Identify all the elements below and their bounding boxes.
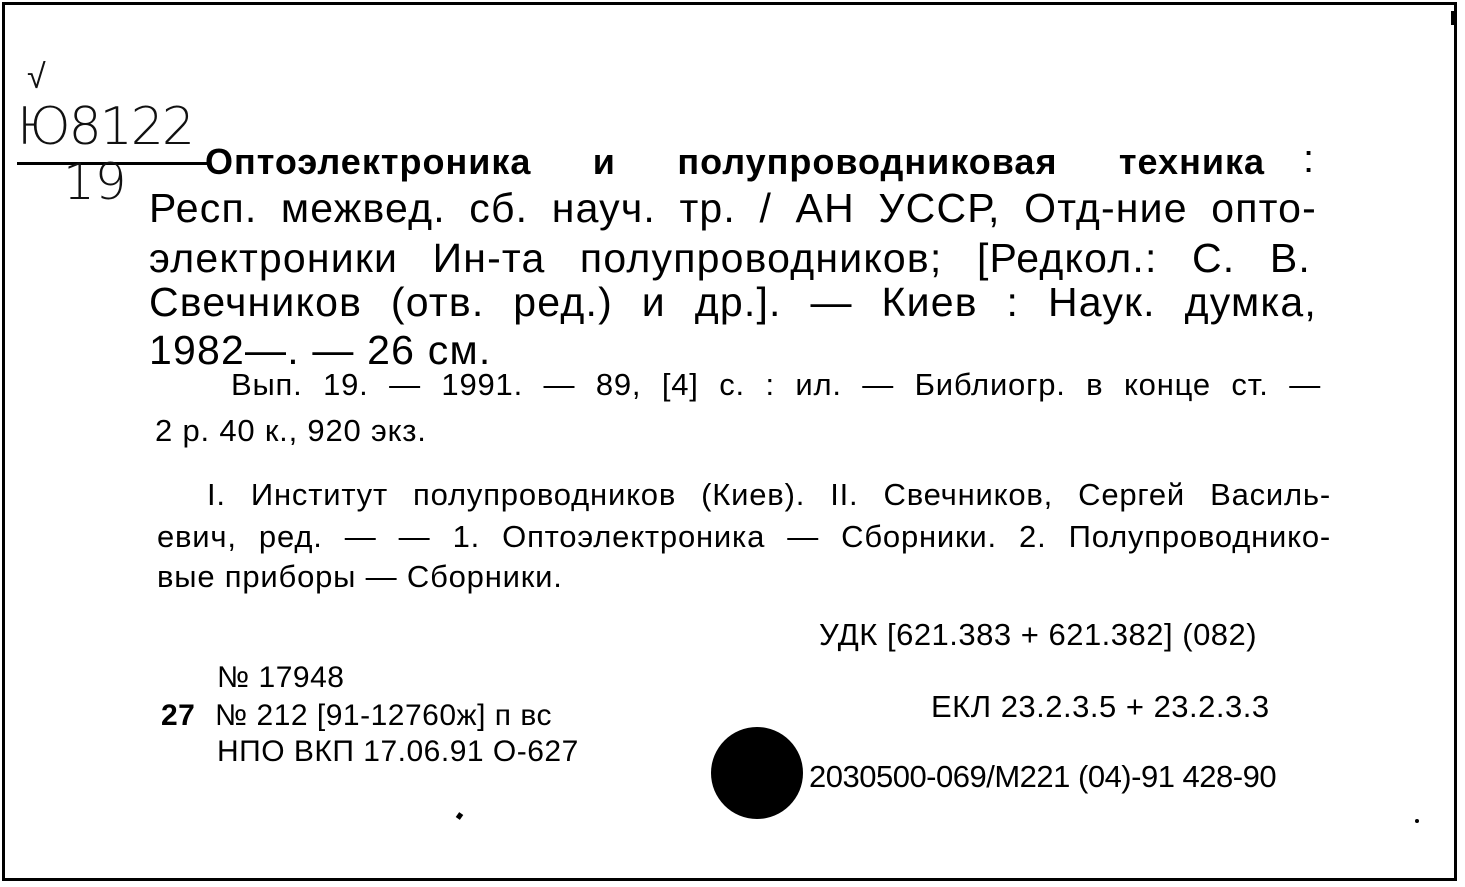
title-line: [205, 137, 1325, 185]
registry-publisher: НПО ВКП 17.06.91 О-627: [217, 735, 579, 768]
speck-mark: [1451, 11, 1454, 25]
check-mark: √: [27, 57, 46, 97]
subject-line-2: евич, ред. — — 1. Оптоэлектроника — Сборники. 2. Полупроводнико-: [157, 519, 1331, 554]
speck-mark: [1415, 819, 1419, 823]
ekl-code: ЕКЛ 23.2.3.5 + 23.2.3.3: [931, 689, 1270, 724]
registry-number: № 17948: [217, 661, 345, 694]
issue-line-1: Вып. 19. — 1991. — 89, [4] с. : ил. — Библиогр. в конце ст. —: [231, 367, 1321, 402]
title-colon: :: [1303, 137, 1315, 181]
udk-code: УДК [621.383 + 621.382] (082): [819, 617, 1258, 652]
call-number: Ю8122: [17, 97, 193, 157]
book-title: Оптоэлектроника и полупроводниковая техника: [205, 141, 1265, 182]
punch-hole: [711, 727, 803, 819]
catalog-code: 2030500-069/М221 (04)-91 428-90: [809, 759, 1277, 794]
speck-mark: [456, 812, 464, 820]
registry-order: № 212 [91-12760ж] п вс: [215, 699, 552, 732]
entry-line-1: Респ. межвед. сб. науч. тр. / АН УССР, Отд-ние опто-: [149, 185, 1317, 231]
entry-line-3: Свечников (отв. ред.) и др.]. — Киев : Наук. думка,: [149, 279, 1317, 325]
entry-line-2: электроники Ин-та полупроводников; [Редкол.: С. В.: [149, 235, 1311, 281]
catalog-card: [2, 2, 1457, 881]
subject-line-1: I. Институт полупроводников (Киев). II. Свечников, Сергей Василь-: [207, 477, 1331, 512]
entry-line-4: 1982—. — 26 см.: [149, 327, 492, 373]
issue-line-2: 2 р. 40 к., 920 экз.: [155, 413, 427, 448]
registry-prefix: 27: [161, 699, 196, 732]
volume-number: 19: [63, 153, 127, 211]
subject-line-3: вые приборы — Сборники.: [157, 559, 563, 594]
